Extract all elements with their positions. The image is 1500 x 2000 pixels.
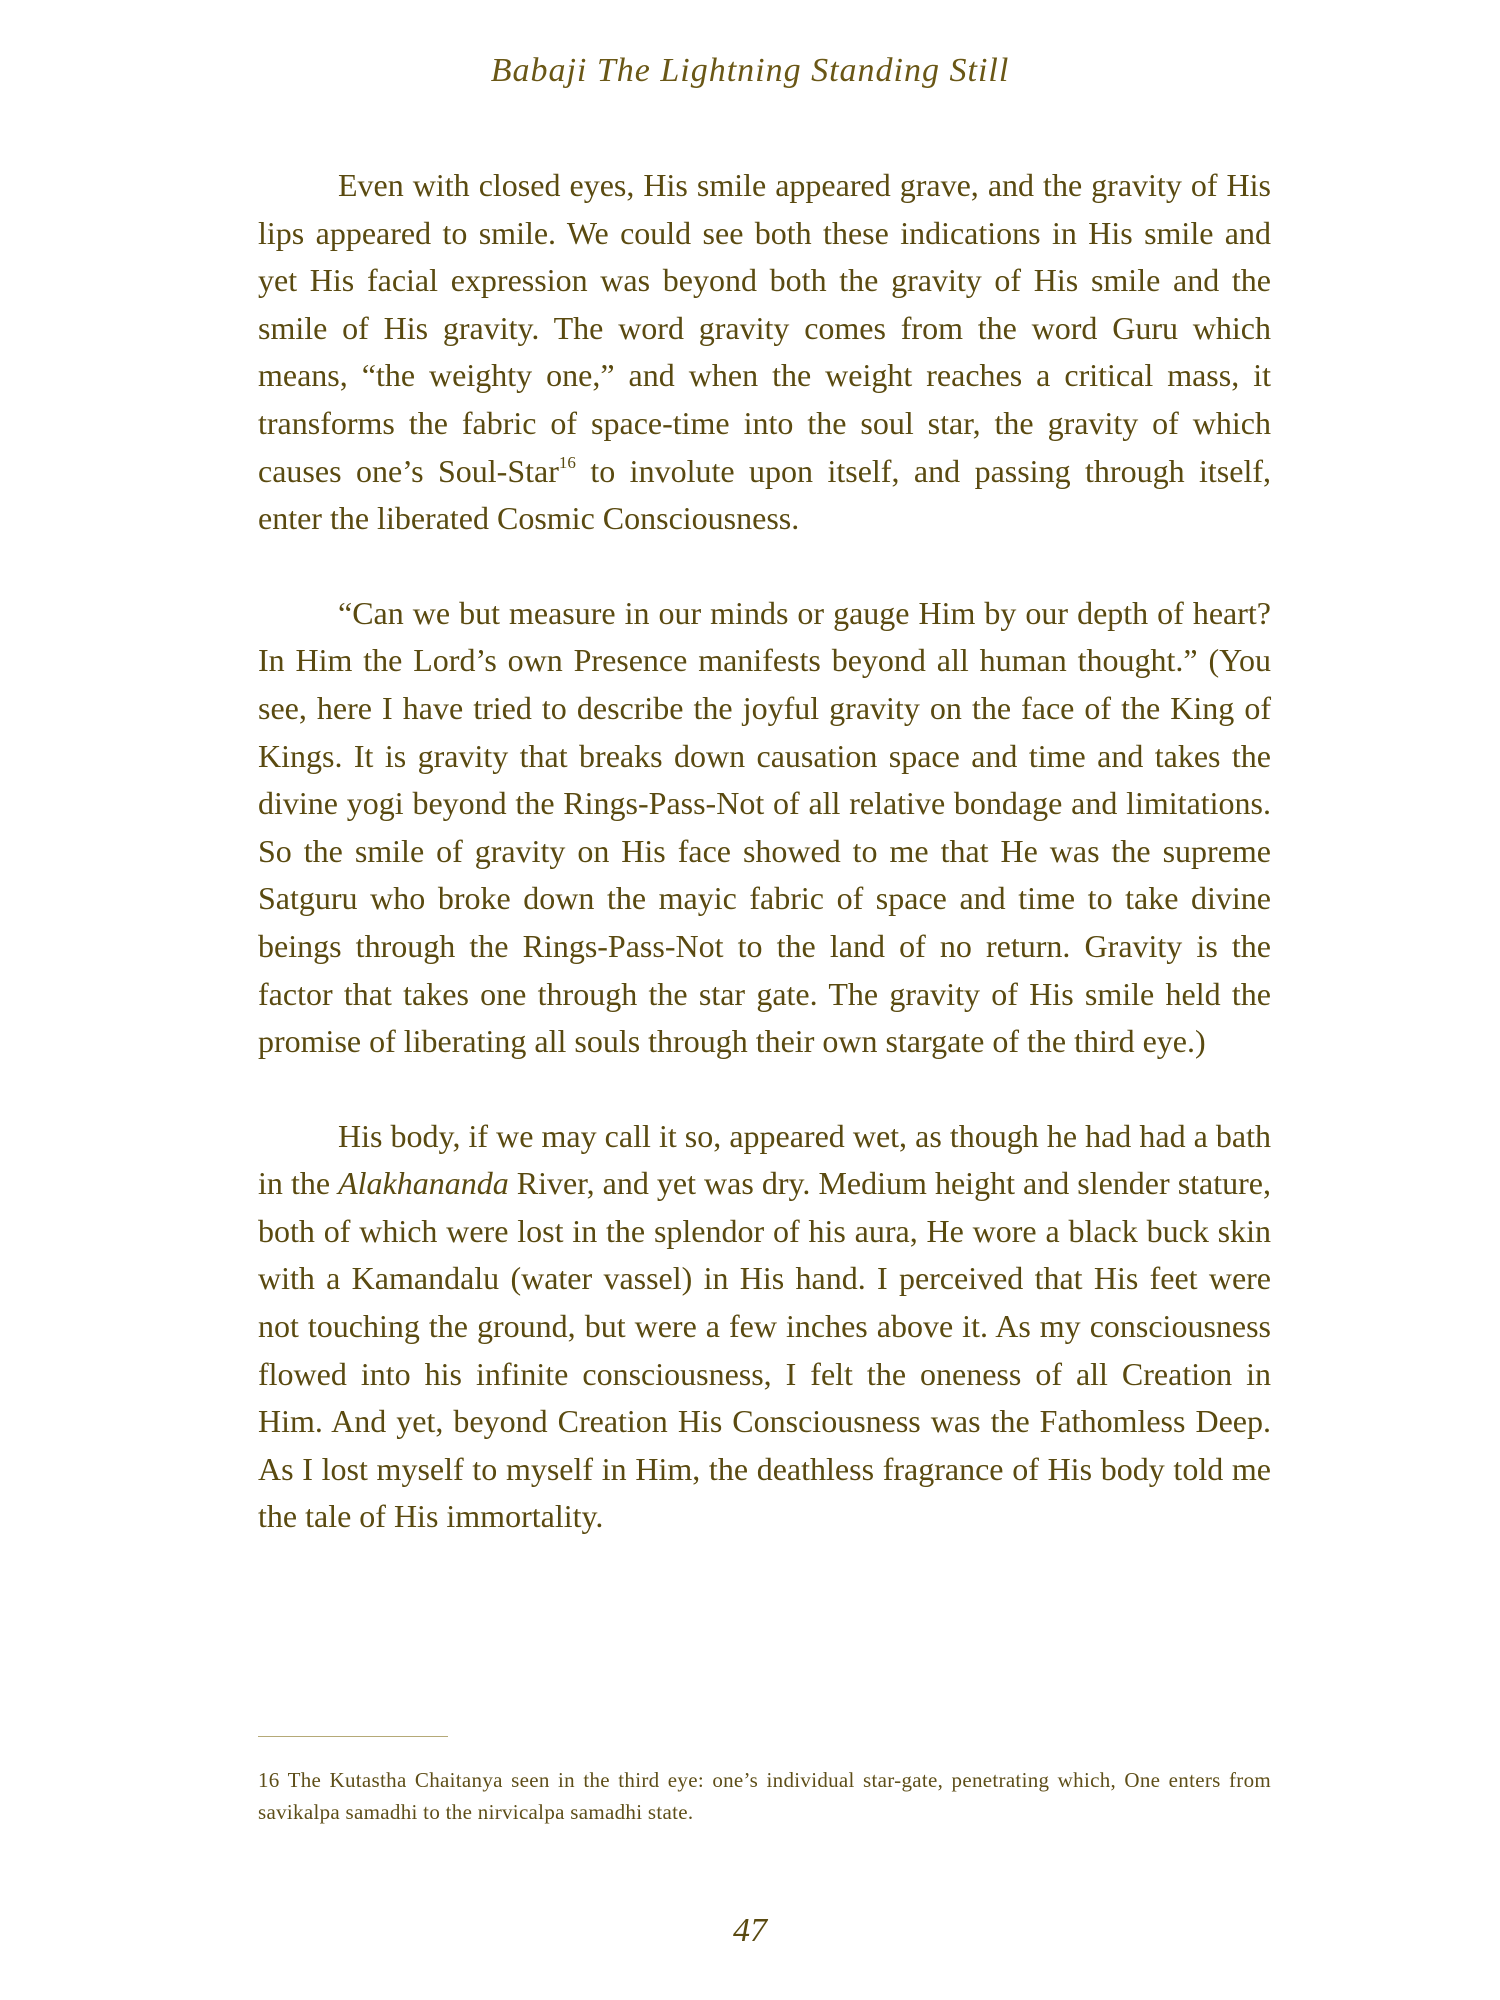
paragraph-3-text-end: River, and yet was dry. Medium height and slender stature, both of which were lost in the splendor of his aura, He wore a black buck skin with a Kamandalu (water vassel) in His hand. I perceived that His feet were not touching the ground, but were a few inches above it. As my consciousness flowed into his infinite consciousness, I felt the oneness of all Creation in Him. And yet, beyond Creation His Consciousness was the Fathomless Deep. As I lost myself to myself in Him, the deathless fragrance of His body told me the tale of His immortality.: [258, 1165, 1272, 1535]
paragraph-3: [258, 1113, 1271, 1541]
paragraph-1: [258, 162, 1271, 543]
river-name-italic: Alakhananda: [338, 1165, 509, 1202]
body-text: [258, 162, 1271, 1541]
paragraph-1-text-start: Even with closed eyes, His smile appeared grave, and the gravity of His lips appeared to smile. We could see both these indications in His smile and yet His facial expression was beyond both the gravity of His smile and the smile of His gravity. The word gravity comes from the word Guru which means, “the weighty one,” and when the weight reaches a critical mass, it transforms the fabric of space-time into the soul star, the gravity of which causes one’s Soul-Star: [258, 167, 1271, 489]
paragraph-3-text-start: His body, if we may call it so, appeared wet, as though he had had a bath in the: [258, 1117, 1271, 1202]
paragraph-2: “Can we but measure in our minds or gauge Him by our depth of heart? In Him the Lord’s own Presence manifests beyond all human thought.” (You see, here I have tried to describe the joyful gravity on the face of the King of Kings. It is gravity that breaks down causation space and time and takes the divine yogi beyond the Rings-Pass-Not of all relative bondage and limitations. So the smile of gravity on His face showed to me that He was the supreme Satguru who broke down the mayic fabric of space and time to take divine beings through the Rings-Pass-Not to the land of no return. Gravity is the factor that takes one through the star gate. The gravity of His smile held the promise of liberating all souls through their own stargate of the third eye.): [258, 594, 1271, 1060]
footnote: [258, 1764, 1271, 1828]
footnote-divider: [258, 1736, 448, 1737]
footnote-text: The Kutastha Chaitanya seen in the third eye: one’s individual star-gate, penetrating which, One enters from savikalpa samadhi to the nirvicalpa samadhi state.: [258, 1768, 1271, 1824]
paragraph-1-text-end: to involute upon itself, and passing through itself, enter the liberated Cosmic Consciousness.: [258, 452, 1272, 537]
running-head-title: Babaji The Lightning Standing Still: [490, 52, 1010, 89]
footnote-number: 16: [258, 1768, 280, 1792]
footnote-reference: 16: [558, 452, 576, 472]
page-number: 47: [733, 1912, 767, 1949]
